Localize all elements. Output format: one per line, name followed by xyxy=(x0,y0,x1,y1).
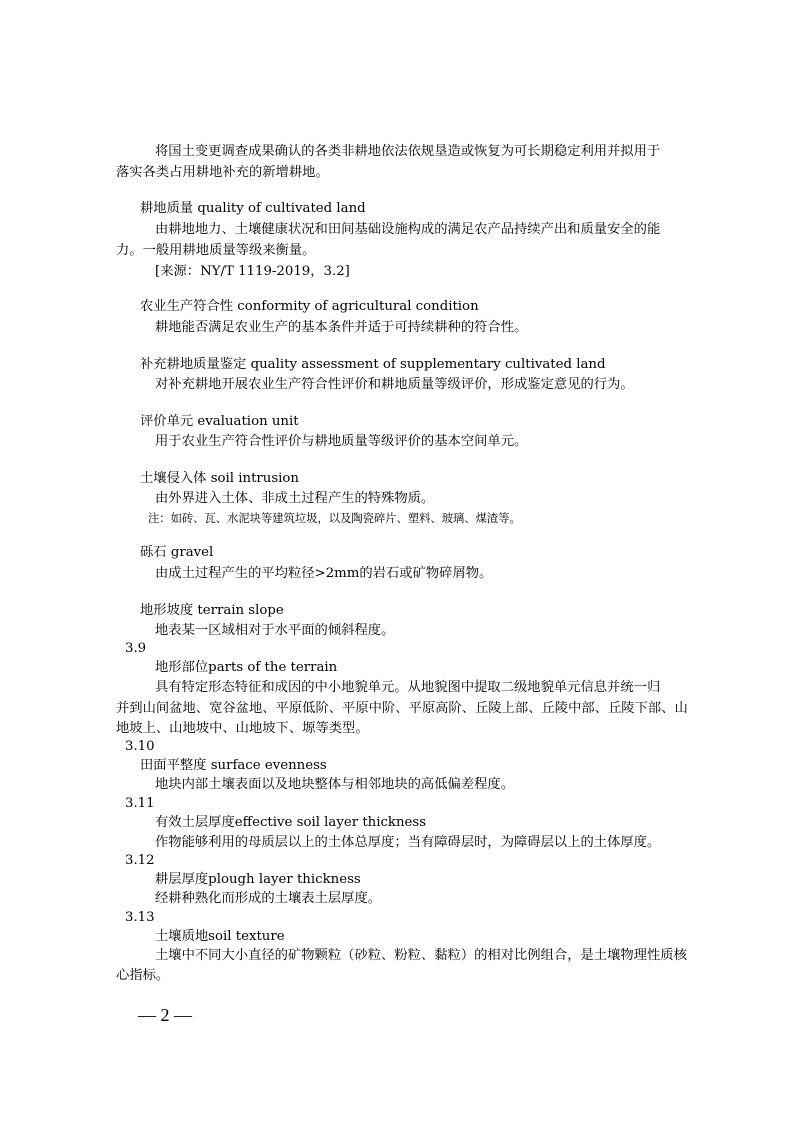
page-number: — 2 — xyxy=(138,1005,192,1025)
term-definition: 地表某一区域相对于水平面的倾斜程度。 xyxy=(155,623,395,638)
term-title: 有效土层厚度effective soil layer thickness xyxy=(155,815,427,830)
term-definition: 由外界进入土体、非成土过程产生的特殊物质。 xyxy=(155,491,435,506)
term-definition: 由成土过程产生的平均粒径>2mm的岩石或矿物碎屑物。 xyxy=(155,566,493,581)
term-definition: 并到山间盆地、宽谷盆地、平原低阶、平原中阶、平原高阶、丘陵上部、丘陵中部、丘陵下部、山 xyxy=(116,701,688,716)
term-definition: 力。一般用耕地质量等级来衡量。 xyxy=(116,243,316,258)
term-definition: 对补充耕地开展农业生产符合性评价和耕地质量等级评价，形成鉴定意见的行为。 xyxy=(155,377,634,392)
term-definition: 用于农业生产符合性评价与耕地质量等级评价的基本空间单元。 xyxy=(155,434,528,449)
term-definition: 具有特定形态特征和成因的中小地貌单元。从地貌图中提取二级地貌单元信息并统一归 xyxy=(155,680,661,695)
term-number: 3.11 xyxy=(125,796,155,811)
term-note: 注：如砖、瓦、水泥块等建筑垃圾，以及陶瓷碎片、塑料、玻璃、煤渣等。 xyxy=(148,512,521,525)
term-definition: 由耕地地力、土壤健康状况和田间基础设施构成的满足农产品持续产出和质量安全的能 xyxy=(155,222,661,237)
term-number: 3.10 xyxy=(125,739,155,754)
term-definition: 心指标。 xyxy=(116,968,170,983)
term-definition: 作物能够利用的母质层以上的土体总厚度；当有障碍层时，为障碍层以上的土体厚度。 xyxy=(155,835,661,850)
term-source: [来源：NY/T 1119-2019，3.2] xyxy=(155,264,350,279)
term-number: 3.9 xyxy=(125,641,147,656)
term-title: 补充耕地质量鉴定 quality assessment of supplementary cultivated land xyxy=(140,357,606,372)
term-title: 耕层厚度plough layer thickness xyxy=(155,872,361,887)
term-title: 地形部位parts of the terrain xyxy=(155,660,338,675)
term-title: 耕地质量 quality of cultivated land xyxy=(140,201,366,216)
term-number: 3.13 xyxy=(125,910,155,925)
term-definition: 耕地能否满足农业生产的基本条件并适于可持续耕种的符合性。 xyxy=(155,320,528,335)
term-title: 农业生产符合性 conformity of agricultural condition xyxy=(140,299,479,314)
term-title: 田面平整度 surface evenness xyxy=(140,758,327,773)
term-number: 3.12 xyxy=(125,853,155,868)
term-definition: 地坡上、山地坡中、山地坡下、塬等类型。 xyxy=(116,721,369,736)
term-title: 土壤侵入体 soil intrusion xyxy=(140,471,299,486)
intro-line-1: 将国土变更调查成果确认的各类非耕地依法依规垦造或恢复为可长期稳定利用并拟用于 xyxy=(155,144,661,159)
term-definition: 地块内部土壤表面以及地块整体与相邻地块的高低偏差程度。 xyxy=(155,777,515,792)
term-title: 地形坡度 terrain slope xyxy=(140,603,284,618)
term-title: 评价单元 evaluation unit xyxy=(140,414,299,429)
term-definition: 土壤中不同大小直径的矿物颗粒（砂粒、粉粒、黏粒）的相对比例组合，是土壤物理性质核 xyxy=(155,948,687,963)
intro-line-2: 落实各类占用耕地补充的新增耕地。 xyxy=(116,165,329,180)
term-title: 砾石 gravel xyxy=(140,545,214,560)
term-title: 土壤质地soil texture xyxy=(155,929,285,944)
term-definition: 经耕种熟化而形成的土壤表土层厚度。 xyxy=(155,891,382,906)
